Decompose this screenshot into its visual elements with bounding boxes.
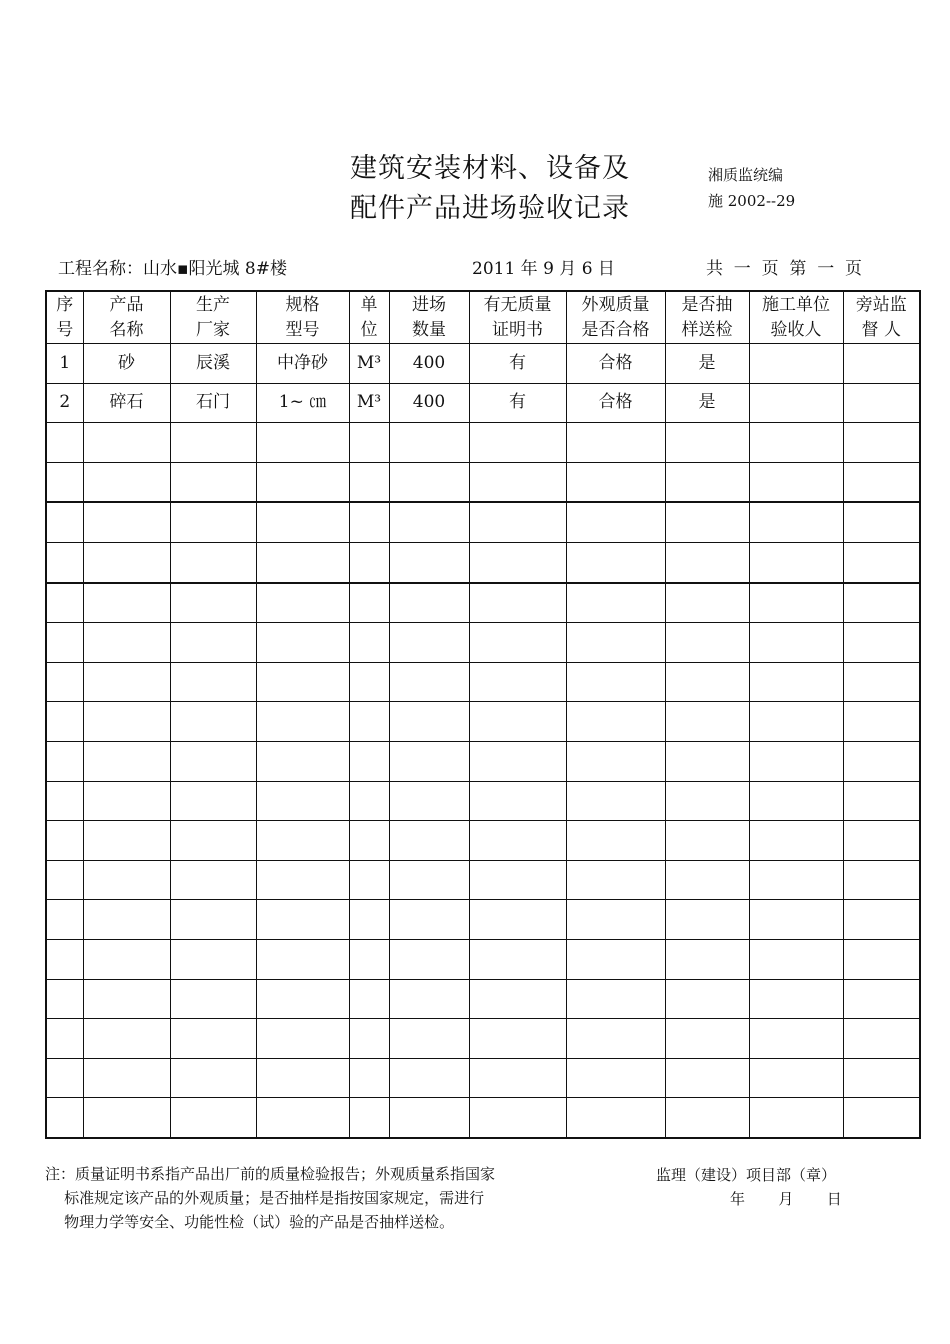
- table-cell: [256, 821, 349, 861]
- table-cell: [469, 423, 566, 463]
- table-cell: [256, 900, 349, 940]
- table-cell: [749, 702, 843, 742]
- table-cell: [665, 662, 749, 702]
- form-code-line1: 湘质监统编: [708, 166, 784, 184]
- table-cell: 有: [469, 383, 566, 423]
- table-cell: [749, 900, 843, 940]
- table-cell: [749, 502, 843, 542]
- signature-date: 年 月 日: [730, 1190, 842, 1208]
- table-cell: [749, 662, 843, 702]
- table-cell: [46, 1019, 83, 1059]
- table-cell: [469, 741, 566, 781]
- table-cell: [389, 702, 469, 742]
- table-cell: [843, 383, 920, 423]
- project-name: 工程名称：山水▪阳光城 8#楼: [58, 259, 287, 279]
- table-cell: [46, 939, 83, 979]
- table-cell: [665, 979, 749, 1019]
- table-cell: [389, 979, 469, 1019]
- table-cell: 石门: [170, 383, 256, 423]
- table-cell: [46, 900, 83, 940]
- table-cell: [469, 502, 566, 542]
- table-cell: [170, 542, 256, 582]
- table-row: [46, 900, 920, 940]
- column-header-line: 型号: [285, 319, 320, 340]
- record-date: 2011 年 9 月 6 日: [472, 259, 615, 279]
- table-cell: [170, 462, 256, 502]
- column-header-line: 是否合格: [581, 319, 650, 340]
- table-cell: [749, 860, 843, 900]
- column-header-line: 序: [56, 294, 74, 315]
- table-cell: [749, 542, 843, 582]
- table-cell: [749, 462, 843, 502]
- table-cell: [46, 702, 83, 742]
- table-cell: [83, 583, 170, 623]
- table-cell: [349, 542, 389, 582]
- table-cell: [843, 860, 920, 900]
- table-cell: [469, 781, 566, 821]
- table-cell: [665, 821, 749, 861]
- table-cell: [349, 860, 389, 900]
- column-header-line: 号: [56, 319, 74, 340]
- table-cell: [83, 662, 170, 702]
- table-cell: [83, 462, 170, 502]
- table-cell: [566, 542, 665, 582]
- table-cell: [843, 662, 920, 702]
- table-cell: M³: [349, 344, 389, 384]
- table-cell: [389, 1098, 469, 1138]
- table-cell: [46, 741, 83, 781]
- table-cell: [170, 860, 256, 900]
- table-row: [46, 542, 920, 582]
- table-row: [46, 741, 920, 781]
- table-cell: [566, 1019, 665, 1059]
- column-header-line: 数量: [412, 319, 446, 340]
- table-cell: 是: [665, 383, 749, 423]
- column-header: [843, 291, 920, 344]
- table-cell: [843, 542, 920, 582]
- table-cell: [665, 583, 749, 623]
- column-header: [389, 291, 469, 344]
- table-cell: [46, 781, 83, 821]
- table-row: [46, 423, 920, 463]
- table-cell: [566, 623, 665, 663]
- column-header-line: 证明书: [492, 319, 543, 340]
- table-cell: 中净砂: [256, 344, 349, 384]
- table-cell: [83, 623, 170, 663]
- table-cell: [566, 741, 665, 781]
- table-row: [46, 702, 920, 742]
- table-cell: [665, 741, 749, 781]
- table-cell: [566, 583, 665, 623]
- column-header-line: 位: [360, 319, 378, 340]
- table-cell: [843, 939, 920, 979]
- table-cell: [566, 979, 665, 1019]
- table-cell: [843, 583, 920, 623]
- column-header: [83, 291, 170, 344]
- table-cell: M³: [349, 383, 389, 423]
- table-cell: [566, 423, 665, 463]
- table-cell: [46, 583, 83, 623]
- table-row: [46, 939, 920, 979]
- column-header-line: 样送检: [681, 319, 733, 340]
- acceptance-table: [45, 290, 921, 1139]
- table-cell: [349, 702, 389, 742]
- table-cell: [170, 662, 256, 702]
- table-cell: [46, 1058, 83, 1098]
- table-cell: [389, 583, 469, 623]
- table-cell: [170, 781, 256, 821]
- table-cell: [256, 1098, 349, 1138]
- table-row: [46, 1019, 920, 1059]
- column-header-line: 单: [360, 294, 378, 315]
- table-cell: [170, 1019, 256, 1059]
- footnote-line: 注：质量证明书系指产品出厂前的质量检验报告；外观质量系指国家: [45, 1165, 496, 1183]
- column-header: [170, 291, 256, 344]
- table-cell: [46, 860, 83, 900]
- table-cell: [843, 900, 920, 940]
- table-cell: [46, 979, 83, 1019]
- table-cell: [665, 502, 749, 542]
- footnote-line: 物理力学等安全、功能性检（试）验的产品是否抽样送检。: [45, 1213, 455, 1231]
- table-cell: [749, 1098, 843, 1138]
- table-cell: [665, 939, 749, 979]
- table-cell: 1~ ㎝: [256, 383, 349, 423]
- table-cell: 辰溪: [170, 344, 256, 384]
- table-cell: [46, 423, 83, 463]
- column-header: [566, 291, 665, 344]
- table-row: [46, 502, 920, 542]
- table-cell: [749, 1019, 843, 1059]
- column-header-line: 生产: [196, 294, 230, 315]
- column-header: [46, 291, 83, 344]
- table-cell: 400: [389, 383, 469, 423]
- table-cell: [389, 462, 469, 502]
- table-cell: [46, 821, 83, 861]
- table-cell: [566, 462, 665, 502]
- table-row: [46, 344, 920, 384]
- table-cell: [469, 1058, 566, 1098]
- table-cell: [843, 741, 920, 781]
- table-cell: [749, 383, 843, 423]
- column-header-line: 规格: [285, 294, 320, 315]
- page-count: 共 一 页 第 一 页: [706, 259, 863, 279]
- table-cell: [843, 1098, 920, 1138]
- table-cell: [170, 1058, 256, 1098]
- table-cell: [566, 1098, 665, 1138]
- table-cell: [83, 423, 170, 463]
- table-cell: [256, 583, 349, 623]
- supervision-dept-seal: 监理（建设）项目部（章）: [656, 1166, 837, 1184]
- table-cell: [170, 702, 256, 742]
- table-cell: [349, 502, 389, 542]
- table-cell: [256, 860, 349, 900]
- table-cell: [665, 1058, 749, 1098]
- table-cell: [566, 900, 665, 940]
- table-cell: [566, 1058, 665, 1098]
- table-row: [46, 821, 920, 861]
- table-cell: [256, 979, 349, 1019]
- table-row: [46, 979, 920, 1019]
- table-cell: [566, 939, 665, 979]
- table-cell: [665, 900, 749, 940]
- column-header-line: 施工单位: [762, 294, 830, 315]
- table-cell: [749, 1058, 843, 1098]
- table-cell: [665, 781, 749, 821]
- table-row: [46, 662, 920, 702]
- document-title-line2: 配件产品进场验收记录: [350, 193, 630, 224]
- table-cell: [349, 462, 389, 502]
- table-cell: [349, 821, 389, 861]
- table-cell: [749, 623, 843, 663]
- table-cell: [389, 623, 469, 663]
- column-header: [469, 291, 566, 344]
- table-cell: [46, 542, 83, 582]
- column-header-line: 旁站监: [855, 294, 907, 315]
- column-header: [749, 291, 843, 344]
- table-cell: [749, 781, 843, 821]
- table-cell: [843, 423, 920, 463]
- table-row: [46, 383, 920, 423]
- table-cell: [566, 860, 665, 900]
- table-cell: [46, 1098, 83, 1138]
- table-cell: 400: [389, 344, 469, 384]
- table-row: [46, 623, 920, 663]
- column-header-line: 厂家: [196, 319, 230, 340]
- table-cell: [256, 741, 349, 781]
- table-cell: [46, 462, 83, 502]
- table-cell: [566, 502, 665, 542]
- table-cell: [843, 1019, 920, 1059]
- table-cell: [349, 1058, 389, 1098]
- table-cell: [83, 502, 170, 542]
- table-cell: [665, 1019, 749, 1059]
- table-cell: [469, 860, 566, 900]
- table-cell: [46, 623, 83, 663]
- table-cell: [256, 781, 349, 821]
- table-cell: 砂: [83, 344, 170, 384]
- table-cell: [566, 821, 665, 861]
- table-cell: [469, 1098, 566, 1138]
- table-cell: [83, 781, 170, 821]
- table-cell: [83, 1019, 170, 1059]
- table-cell: [256, 1019, 349, 1059]
- table-cell: [469, 583, 566, 623]
- table-cell: [469, 821, 566, 861]
- table-cell: [469, 939, 566, 979]
- table-cell: [665, 542, 749, 582]
- table-cell: [170, 623, 256, 663]
- table-cell: [389, 662, 469, 702]
- table-cell: [566, 781, 665, 821]
- table-cell: [349, 741, 389, 781]
- table-cell: [469, 702, 566, 742]
- column-header-line: 验收人: [770, 319, 822, 340]
- table-row: [46, 860, 920, 900]
- form-code-line2: 施 2002--29: [708, 192, 796, 210]
- table-cell: [256, 702, 349, 742]
- table-cell: [170, 939, 256, 979]
- table-cell: [170, 900, 256, 940]
- table-cell: [389, 860, 469, 900]
- table-cell: [349, 1098, 389, 1138]
- table-cell: [46, 662, 83, 702]
- table-cell: [83, 821, 170, 861]
- table-row: [46, 1058, 920, 1098]
- footnote: [45, 1162, 495, 1234]
- table-cell: [170, 741, 256, 781]
- table-cell: [843, 781, 920, 821]
- document-title-line1: 建筑安装材料、设备及: [350, 153, 630, 184]
- table-cell: [749, 821, 843, 861]
- table-cell: [665, 423, 749, 463]
- table-cell: [843, 344, 920, 384]
- column-header-line: 外观质量: [581, 294, 650, 315]
- table-cell: [349, 662, 389, 702]
- table-cell: [843, 502, 920, 542]
- table-cell: [349, 583, 389, 623]
- table-cell: [389, 423, 469, 463]
- table-cell: [469, 623, 566, 663]
- column-header: [665, 291, 749, 344]
- table-cell: [665, 860, 749, 900]
- table-cell: [665, 462, 749, 502]
- table-cell: [170, 1098, 256, 1138]
- table-cell: 是: [665, 344, 749, 384]
- table-cell: [349, 781, 389, 821]
- table-cell: [256, 939, 349, 979]
- table-cell: [256, 542, 349, 582]
- table-cell: [469, 462, 566, 502]
- table-row: [46, 462, 920, 502]
- table-cell: [749, 741, 843, 781]
- table-cell: [83, 1058, 170, 1098]
- table-cell: [349, 939, 389, 979]
- column-header-line: 进场: [412, 294, 446, 315]
- table-cell: [749, 979, 843, 1019]
- column-header: [256, 291, 349, 344]
- table-cell: [469, 900, 566, 940]
- table-cell: [170, 821, 256, 861]
- table-cell: [389, 900, 469, 940]
- table-cell: [749, 423, 843, 463]
- table-cell: [843, 623, 920, 663]
- table-cell: [83, 860, 170, 900]
- table-row: [46, 583, 920, 623]
- table-cell: [349, 979, 389, 1019]
- table-cell: [843, 1058, 920, 1098]
- table-cell: [256, 623, 349, 663]
- table-cell: [83, 542, 170, 582]
- table-cell: [566, 702, 665, 742]
- table-cell: [256, 662, 349, 702]
- table-cell: [256, 462, 349, 502]
- table-cell: [83, 939, 170, 979]
- table-cell: [389, 1058, 469, 1098]
- table-cell: [83, 702, 170, 742]
- table-cell: [83, 1098, 170, 1138]
- table-cell: [469, 662, 566, 702]
- table-cell: [843, 979, 920, 1019]
- table-cell: [389, 821, 469, 861]
- table-cell: [665, 1098, 749, 1138]
- table-cell: 1: [46, 344, 83, 384]
- table-cell: 合格: [566, 344, 665, 384]
- table-cell: [349, 900, 389, 940]
- table-cell: [83, 900, 170, 940]
- table-cell: [389, 781, 469, 821]
- table-cell: [256, 1058, 349, 1098]
- table-cell: [665, 702, 749, 742]
- table-cell: [843, 702, 920, 742]
- table-cell: [469, 979, 566, 1019]
- column-header-line: 是否抽: [681, 294, 733, 315]
- table-cell: 有: [469, 344, 566, 384]
- column-header-line: 名称: [109, 319, 144, 340]
- table-cell: [749, 344, 843, 384]
- table-cell: [170, 502, 256, 542]
- table-cell: [749, 939, 843, 979]
- table-cell: [349, 423, 389, 463]
- column-header-line: 产品: [109, 294, 144, 315]
- table-cell: [566, 662, 665, 702]
- table-cell: [170, 423, 256, 463]
- table-cell: 2: [46, 383, 83, 423]
- table-cell: [665, 623, 749, 663]
- table-cell: [843, 462, 920, 502]
- column-header: [349, 291, 389, 344]
- table-header-row: [46, 291, 920, 344]
- table-cell: [469, 542, 566, 582]
- table-cell: 合格: [566, 383, 665, 423]
- table-cell: [389, 1019, 469, 1059]
- table-cell: [83, 741, 170, 781]
- table-cell: [46, 502, 83, 542]
- column-header-line: 督 人: [861, 319, 901, 340]
- table-cell: [349, 623, 389, 663]
- table-cell: [469, 1019, 566, 1059]
- footnote-line: 标准规定该产品的外观质量；是否抽样是指按国家规定，需进行: [45, 1189, 485, 1207]
- table-cell: [256, 502, 349, 542]
- table-cell: 碎石: [83, 383, 170, 423]
- table-cell: [170, 979, 256, 1019]
- table-row: [46, 1098, 920, 1138]
- table-cell: [389, 939, 469, 979]
- table-cell: [749, 583, 843, 623]
- table-cell: [256, 423, 349, 463]
- column-header-line: 有无质量: [483, 294, 552, 315]
- table-cell: [170, 583, 256, 623]
- table-cell: [389, 502, 469, 542]
- table-cell: [389, 741, 469, 781]
- table-cell: [349, 1019, 389, 1059]
- table-cell: [843, 821, 920, 861]
- table-cell: [389, 542, 469, 582]
- table-cell: [83, 979, 170, 1019]
- table-row: [46, 781, 920, 821]
